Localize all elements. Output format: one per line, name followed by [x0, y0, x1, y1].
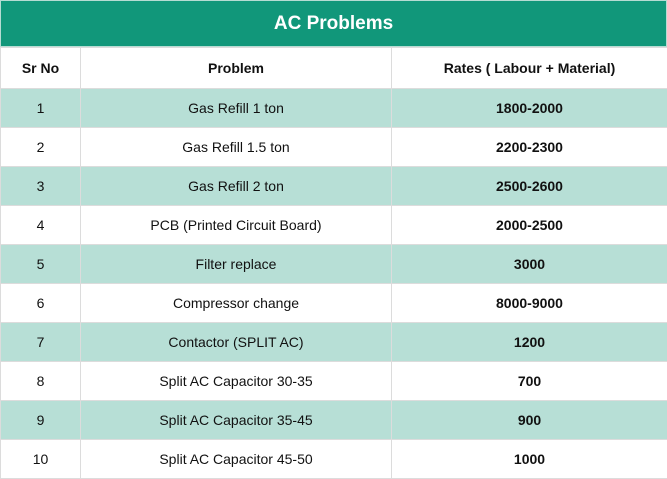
- table-row: [1, 206, 667, 245]
- sr-no-cell: 4: [1, 206, 81, 245]
- rate-cell: 2500-2600: [392, 167, 667, 206]
- table-row: [1, 128, 667, 167]
- table-row: [1, 362, 667, 401]
- rate-cell: 8000-9000: [392, 284, 667, 323]
- problem-cell: Gas Refill 1 ton: [81, 89, 392, 128]
- rate-cell: 3000: [392, 245, 667, 284]
- table-header-row: [1, 48, 667, 89]
- sr-no-cell: 3: [1, 167, 81, 206]
- table-row: [1, 245, 667, 284]
- sr-no-cell: 6: [1, 284, 81, 323]
- column-header-rates: Rates ( Labour + Material): [392, 48, 667, 89]
- problem-cell: Split AC Capacitor 35-45: [81, 401, 392, 440]
- problem-cell: Filter replace: [81, 245, 392, 284]
- table-row: [1, 440, 667, 479]
- table-title: AC Problems: [0, 0, 667, 47]
- sr-no-cell: 5: [1, 245, 81, 284]
- table-row: [1, 284, 667, 323]
- sr-no-cell: 7: [1, 323, 81, 362]
- table-row: [1, 401, 667, 440]
- problem-cell: Split AC Capacitor 45-50: [81, 440, 392, 479]
- sr-no-cell: 10: [1, 440, 81, 479]
- problem-cell: Gas Refill 2 ton: [81, 167, 392, 206]
- problem-cell: PCB (Printed Circuit Board): [81, 206, 392, 245]
- column-header-problem: Problem: [81, 48, 392, 89]
- rate-cell: 1200: [392, 323, 667, 362]
- rate-cell: 1800-2000: [392, 89, 667, 128]
- rate-cell: 2200-2300: [392, 128, 667, 167]
- table-row: [1, 167, 667, 206]
- sr-no-cell: 8: [1, 362, 81, 401]
- column-header-sr-no: Sr No: [1, 48, 81, 89]
- sr-no-cell: 2: [1, 128, 81, 167]
- problem-cell: Contactor (SPLIT AC): [81, 323, 392, 362]
- table-row: [1, 323, 667, 362]
- sr-no-cell: 9: [1, 401, 81, 440]
- problem-cell: Split AC Capacitor 30-35: [81, 362, 392, 401]
- ac-problems-table: [0, 47, 667, 479]
- table-row: [1, 89, 667, 128]
- rate-cell: 700: [392, 362, 667, 401]
- rate-cell: 1000: [392, 440, 667, 479]
- sr-no-cell: 1: [1, 89, 81, 128]
- rate-cell: 900: [392, 401, 667, 440]
- problem-cell: Compressor change: [81, 284, 392, 323]
- rate-cell: 2000-2500: [392, 206, 667, 245]
- problem-cell: Gas Refill 1.5 ton: [81, 128, 392, 167]
